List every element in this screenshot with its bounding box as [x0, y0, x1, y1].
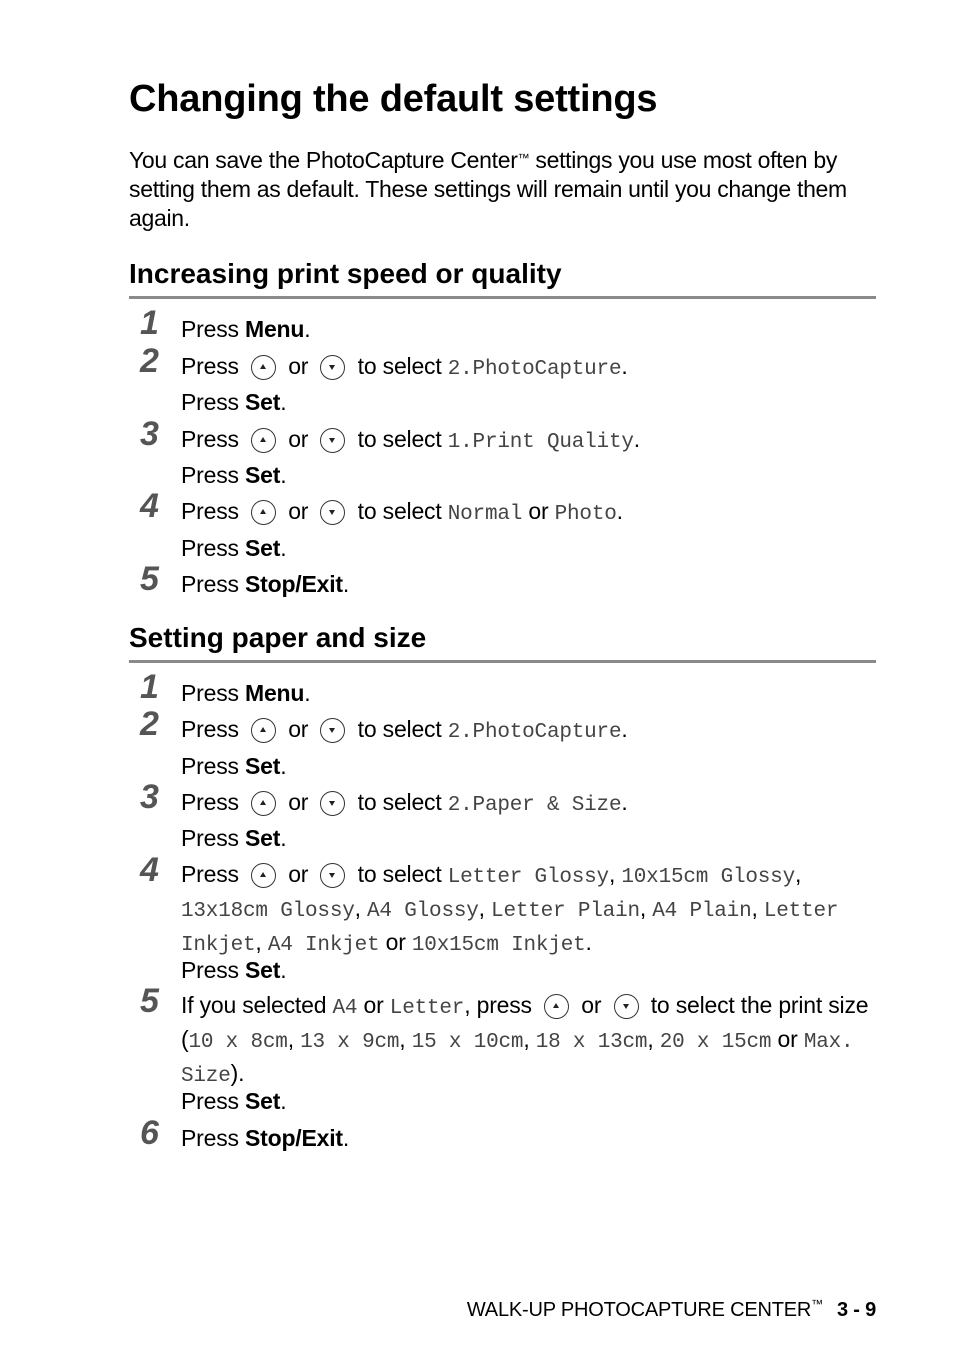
step-text: Press or to select Letter Glossy, 10x15cm Glossy, 13x18cm Glossy, A4 Glossy, Letter Plain, A4 Plain, Letter Inkjet, A4 Inkjet or 10x15cm Inkjet.: [181, 861, 839, 957]
step-text: Press Stop/Exit.: [181, 1125, 350, 1151]
up-arrow-button-icon: [251, 428, 276, 453]
step-number: 3: [140, 415, 159, 453]
step-text: Press Set.: [181, 462, 287, 488]
step-text: Press or to select 2.PhotoCapture.: [181, 716, 628, 744]
up-arrow-button-icon: [251, 791, 276, 816]
down-arrow-button-icon: [320, 428, 345, 453]
up-arrow-button-icon: [251, 355, 276, 380]
step-number: 4: [140, 487, 159, 525]
step-number: 2: [140, 342, 159, 380]
step-number: 5: [140, 982, 159, 1020]
section-heading-print-quality: Increasing print speed or quality: [129, 258, 876, 299]
down-arrow-button-icon: [320, 863, 345, 888]
step-number: 1: [140, 668, 159, 706]
step-number: 2: [140, 705, 159, 743]
intro-paragraph: You can save the PhotoCapture Center™ settings you use most often by setting them as default. These settings will remain until you change them again.: [129, 147, 847, 231]
step-number: 3: [140, 778, 159, 816]
step-text: Press Menu.: [181, 316, 311, 342]
down-arrow-button-icon: [320, 791, 345, 816]
up-arrow-button-icon: [544, 994, 569, 1019]
up-arrow-button-icon: [251, 718, 276, 743]
step-text: Press Set.: [181, 535, 287, 561]
step-text: Press Menu.: [181, 680, 311, 706]
step-text: Press Set.: [181, 389, 287, 415]
step-text: Press Stop/Exit.: [181, 571, 350, 597]
down-arrow-button-icon: [320, 718, 345, 743]
down-arrow-button-icon: [320, 500, 345, 525]
page-number: 3 - 9: [836, 1299, 876, 1321]
step-text: Press Set.: [181, 753, 287, 779]
step-text: Press or to select 2.PhotoCapture.: [181, 353, 628, 381]
down-arrow-button-icon: [320, 355, 345, 380]
step-text: Press Set.: [181, 957, 287, 983]
step-text: Press or to select Normal or Photo.: [181, 498, 623, 526]
step-text: Press or to select 2.Paper & Size.: [181, 789, 628, 817]
step-number: 6: [140, 1114, 159, 1152]
up-arrow-button-icon: [251, 863, 276, 888]
section-heading-paper-size: Setting paper and size: [129, 622, 876, 663]
step-text: If you selected A4 or Letter, press or to select the print size (10 x 8cm, 13 x 9cm, 15 x 10cm, 18 x 13cm, 20 x 15cm or Max. Size).: [181, 992, 869, 1088]
step-number: 5: [140, 560, 159, 598]
page-footer: WALK-UP PHOTOCAPTURE CENTER™ 3 - 9: [466, 1297, 876, 1321]
page-title: Changing the default settings: [129, 78, 658, 120]
up-arrow-button-icon: [251, 500, 276, 525]
step-text: Press or to select 1.Print Quality.: [181, 426, 640, 454]
step-text: Press Set.: [181, 825, 287, 851]
down-arrow-button-icon: [614, 994, 639, 1019]
step-number: 1: [140, 304, 159, 342]
step-text: Press Set.: [181, 1088, 287, 1114]
step-number: 4: [140, 851, 159, 889]
